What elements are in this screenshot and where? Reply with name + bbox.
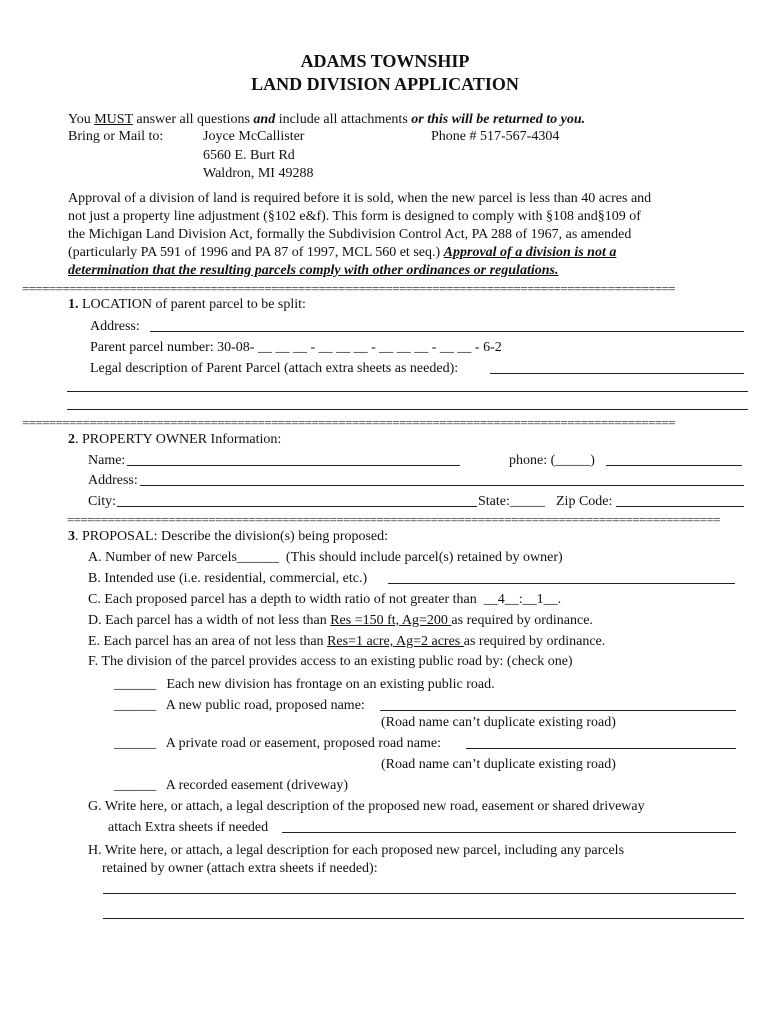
parcel-description-field-1[interactable] xyxy=(103,893,736,894)
road-name-note-1: (Road name can’t duplicate existing road) xyxy=(381,715,616,730)
owner-state-label[interactable]: State:_____ xyxy=(478,494,545,509)
owner-address-label: Address: xyxy=(88,473,138,488)
proposal-e-label: E. Each parcel has an area of not less than xyxy=(88,634,324,649)
section1-title: LOCATION of parent parcel to be split: xyxy=(82,297,306,312)
proposal-c xyxy=(88,591,561,608)
access-option-easement xyxy=(114,777,348,794)
access-frontage-check[interactable]: ______ xyxy=(114,677,156,692)
section2-num: 2 xyxy=(68,432,75,447)
proposal-e xyxy=(88,633,605,650)
legal-description-field-1[interactable] xyxy=(490,373,744,374)
approval-line-1: Approval of a division of land is required before it is sold, when the new parcel is less than 40 acres and xyxy=(68,191,652,206)
public-road-name-field[interactable] xyxy=(380,710,736,711)
proposal-d xyxy=(88,612,593,629)
page-subtitle: LAND DIVISION APPLICATION xyxy=(251,74,519,94)
separator: ================================================================================================= xyxy=(22,282,675,295)
instr-returned: or this will be returned to you. xyxy=(411,112,586,127)
owner-name-label: Name: xyxy=(88,453,126,468)
owner-name-field[interactable] xyxy=(127,465,460,466)
access-frontage-label: Each new division has frontage on an existing public road. xyxy=(166,677,495,692)
section3-heading xyxy=(68,528,388,545)
access-option-private-road xyxy=(114,735,441,752)
contact-city: Waldron, MI 49288 xyxy=(203,166,314,181)
owner-phone-label: phone: (_____) xyxy=(509,453,595,468)
owner-phone-field[interactable] xyxy=(606,465,742,466)
bring-label: Bring or Mail to: xyxy=(68,129,164,144)
owner-zip-field[interactable] xyxy=(616,506,744,507)
parent-address-field[interactable] xyxy=(150,331,744,332)
access-public-road-check[interactable]: ______ xyxy=(114,698,156,713)
access-private-road-label: A private road or easement, proposed road name: xyxy=(165,736,441,751)
area-value: Res=1 acre, Ag=2 acres xyxy=(327,634,464,649)
access-easement-label: A recorded easement (driveway) xyxy=(165,778,349,793)
proposal-d-tail: as required by ordinance. xyxy=(451,613,593,628)
proposal-h-line-1: H. Write here, or attach, a legal description for each proposed new parcel, including any parcels xyxy=(88,843,625,858)
owner-zip-label: Zip Code: xyxy=(556,494,613,509)
legal-description-field-3[interactable] xyxy=(67,409,748,410)
parcel-description-field-2[interactable] xyxy=(103,918,744,919)
access-easement-check[interactable]: ______ xyxy=(114,778,156,793)
instr-text-3: include all attachments xyxy=(275,112,412,127)
proposal-g-line-1: G. Write here, or attach, a legal description of the proposed new road, easement or shared driveway xyxy=(88,799,645,814)
legal-description-label: Legal description of Parent Parcel (attach extra sheets as needed): xyxy=(90,361,459,376)
contact-street: 6560 E. Burt Rd xyxy=(203,148,295,163)
approval-notice-2: determination that the resulting parcels comply with other ordinances or regulations. xyxy=(68,263,559,278)
width-value: Res =150 ft, Ag=200 xyxy=(330,613,452,628)
intended-use-field[interactable] xyxy=(388,583,735,584)
approval-line-4a: (particularly PA 591 of 1996 and PA 87 of 1997, MCL 560 et seq.) xyxy=(68,245,444,260)
approval-line-2: not just a property line adjustment (§102 e&f). This form is designed to comply with §108 and§109 of xyxy=(68,209,641,224)
section1-num: 1. xyxy=(68,297,79,312)
access-private-road-check[interactable]: ______ xyxy=(114,736,156,751)
road-name-note-2: (Road name can’t duplicate existing road) xyxy=(381,757,616,772)
access-option-public-road xyxy=(114,697,365,714)
contact-phone: Phone # 517-567-4304 xyxy=(431,129,560,144)
proposal-h-line-2: retained by owner (attach extra sheets if needed): xyxy=(102,861,378,876)
instr-text-1: You xyxy=(68,112,95,127)
instr-and: and xyxy=(253,112,276,127)
approval-line-3: the Michigan Land Division Act, formally the Subdivision Control Act, PA 288 of 1967, as amended xyxy=(68,227,632,242)
separator: ================================================================================================= xyxy=(22,416,675,429)
contact-name: Joyce McCallister xyxy=(203,129,305,144)
proposal-a xyxy=(88,549,563,566)
section3-title: . PROPOSAL: Describe the division(s) being proposed: xyxy=(75,529,389,544)
ratio-value: __4__:__1__. xyxy=(483,592,562,607)
proposal-d-label: D. Each parcel has a width of not less than xyxy=(88,613,327,628)
owner-city-field[interactable] xyxy=(117,506,477,507)
section1-heading xyxy=(68,296,306,313)
private-road-name-field[interactable] xyxy=(466,748,736,749)
separator: ================================================================================================= xyxy=(67,513,720,526)
parent-parcel-number[interactable]: Parent parcel number: 30-08- __ __ __ - __ __ __ - __ __ __ - __ __ - 6-2 xyxy=(90,340,502,355)
approval-line-5 xyxy=(68,262,558,279)
instr-must: MUST xyxy=(94,112,133,127)
owner-address-field[interactable] xyxy=(140,485,744,486)
instr-text-2: answer all questions xyxy=(132,112,254,127)
proposal-b-label: B. Intended use (i.e. residential, commercial, etc.) xyxy=(88,571,368,586)
proposal-a-label: A. Number of new Parcels xyxy=(88,550,237,565)
proposal-c-label: C. Each proposed parcel has a depth to width ratio of not greater than xyxy=(88,592,477,607)
legal-description-field-2[interactable] xyxy=(67,391,748,392)
proposal-a-note: (This should include parcel(s) retained by owner) xyxy=(285,550,563,565)
proposal-f-label: F. The division of the parcel provides access to an existing public road by: (check one) xyxy=(88,654,573,669)
section2-title: . PROPERTY OWNER Information: xyxy=(75,432,282,447)
proposal-e-tail: as required by ordinance. xyxy=(463,634,606,649)
access-option-frontage xyxy=(114,676,495,693)
section3-num: 3 xyxy=(68,529,75,544)
approval-notice-1: Approval of a division is not a xyxy=(443,245,617,260)
access-public-road-label: A new public road, proposed name: xyxy=(165,698,365,713)
instructions-line xyxy=(68,111,585,128)
section2-heading xyxy=(68,431,281,448)
parcel-count-field[interactable]: ______ xyxy=(236,550,279,565)
proposal-g-line-2: attach Extra sheets if needed xyxy=(108,820,269,835)
page-title: ADAMS TOWNSHIP xyxy=(300,51,470,71)
approval-line-4 xyxy=(68,244,616,261)
owner-city-label: City: xyxy=(88,494,117,509)
parent-address-label: Address: xyxy=(90,319,140,334)
road-description-field[interactable] xyxy=(282,832,736,833)
